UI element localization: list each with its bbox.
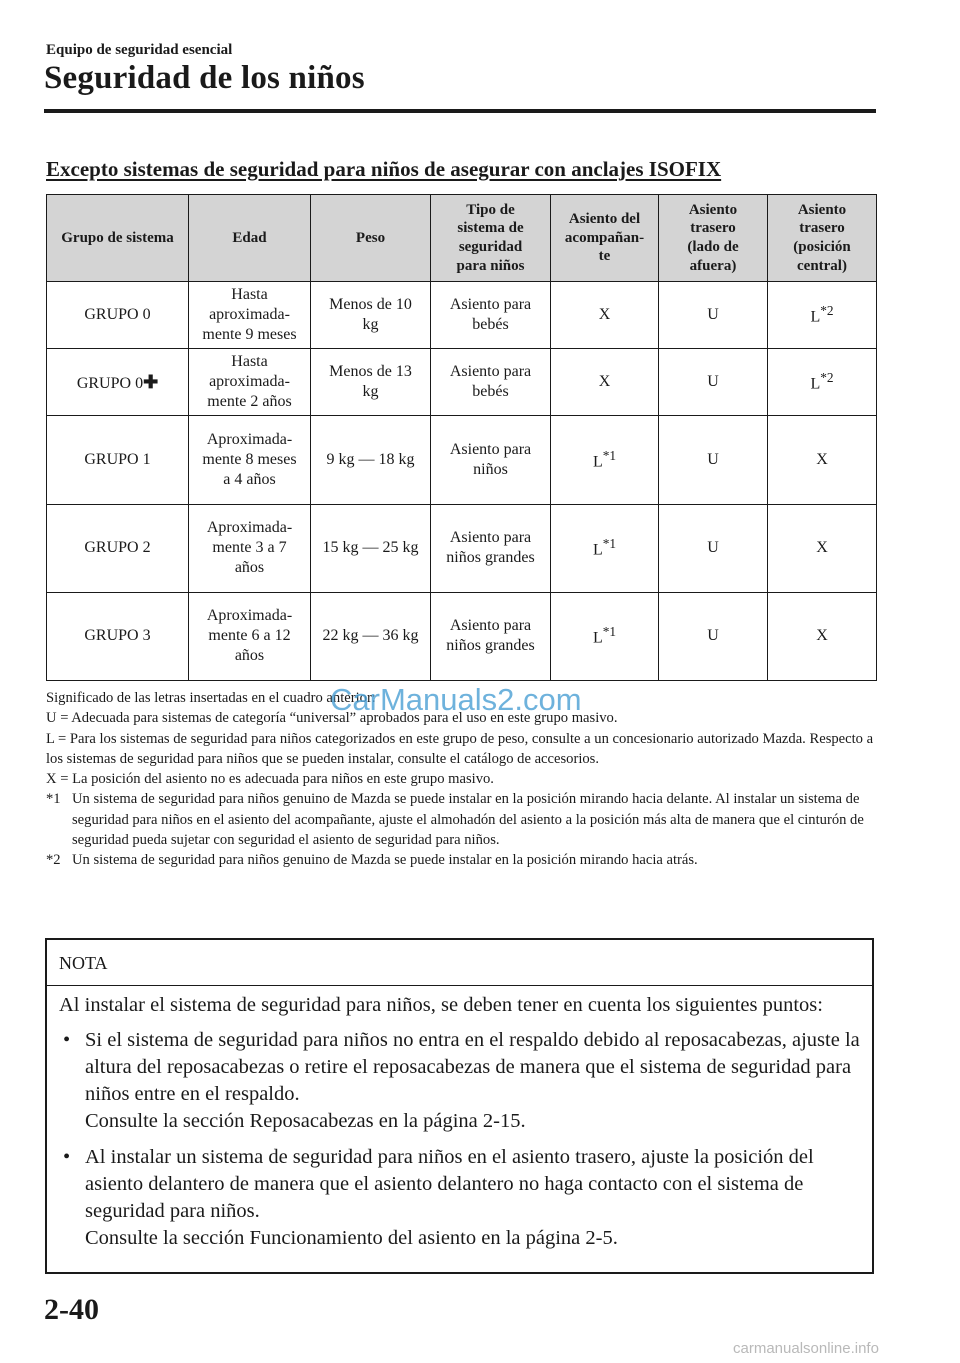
header-cell: Asiento del acompañan- te xyxy=(551,195,659,282)
rear-side-cell: U xyxy=(659,282,768,349)
nota-item-ref: Consulte la sección Funcionamiento del asiento en la página 2-5. xyxy=(85,1227,618,1249)
nota-box xyxy=(45,938,874,1274)
group-cell: GRUPO 0 xyxy=(47,282,189,349)
nota-body xyxy=(47,986,872,1252)
weight-cell: 15 kg ― 25 kg xyxy=(311,504,431,592)
legend-l: L = Para los sistemas de seguridad para niños categorizados en este grupo de peso, consulte a un concesionario autorizado Mazda. Respecto a los sistemas de seguridad para niños que se pueden instalar, consulte el catálogo de accesorios. xyxy=(46,730,874,767)
footnote-2 xyxy=(46,850,876,870)
watermark-text: CarManuals2.com xyxy=(330,682,582,717)
table-row xyxy=(47,349,877,416)
list-item xyxy=(59,1027,860,1135)
plus-icon: ✚ xyxy=(143,371,159,392)
legend-u: U = Adecuada para sistemas de categoría “universal” aprobados para el uso en este grupo masivo. xyxy=(46,710,618,727)
rear-side-cell: U xyxy=(659,592,768,680)
age-cell: Aproximada- mente 3 a 7 años xyxy=(189,504,311,592)
table-row xyxy=(47,282,877,349)
nota-intro: Al instalar el sistema de seguridad para niños, se deben tener en cuenta los siguientes puntos: xyxy=(59,994,823,1016)
front-seat-cell: $L^{*1}$ xyxy=(551,504,659,592)
table-heading: Excepto sistemas de seguridad para niños de asegurar con anclajes ISOFIX xyxy=(46,157,722,181)
header-cell: Tipo de sistema de seguridad para niños xyxy=(431,195,551,282)
footnote-1 xyxy=(46,789,876,850)
table-header-row xyxy=(47,195,877,282)
weight-cell: Menos de 13 kg xyxy=(311,349,431,416)
group-cell: GRUPO 2 xyxy=(47,504,189,592)
rear-side-cell: U xyxy=(659,504,768,592)
header-cell: Asiento trasero (posición central) xyxy=(768,195,877,282)
page-title: Seguridad de los niños xyxy=(44,60,365,96)
list-item xyxy=(59,1144,860,1252)
table-row xyxy=(47,592,877,680)
section-label: Equipo de seguridad esencial xyxy=(46,42,233,58)
front-seat-cell: $L^{*1}$ xyxy=(551,592,659,680)
header-cell: Peso xyxy=(311,195,431,282)
nota-item-text: Al instalar un sistema de seguridad para niños en el asiento trasero, ajuste la posición del asiento delantero de manera que el asiento delantero no haga contacto con el sistema de seguridad para niños. xyxy=(85,1146,814,1222)
group-cell: GRUPO 3 xyxy=(47,592,189,680)
header-cell: Edad xyxy=(189,195,311,282)
bullet-icon: • xyxy=(63,1146,71,1168)
rear-center-cell: X xyxy=(768,592,877,680)
rear-center-cell: $L^{*2}$ xyxy=(768,349,877,416)
nota-list xyxy=(59,1027,860,1252)
rear-center-cell: X xyxy=(768,504,877,592)
group-cell: GRUPO 1 xyxy=(47,416,189,504)
nota-item-ref: Consulte la sección Reposacabezas en la página 2-15. xyxy=(85,1110,526,1132)
type-cell: Asiento para niños xyxy=(431,416,551,504)
age-cell: Hasta aproximada- mente 9 meses xyxy=(189,282,311,349)
age-cell: Aproximada- mente 8 meses a 4 años xyxy=(189,416,311,504)
child-seat-table xyxy=(46,194,877,681)
group-cell: GRUPO 0✚ xyxy=(47,349,189,416)
rear-side-cell: U xyxy=(659,416,768,504)
page-number: 2-40 xyxy=(44,1293,99,1326)
title-divider xyxy=(44,109,876,113)
type-cell: Asiento para bebés xyxy=(431,349,551,416)
age-cell: Aproximada- mente 6 a 12 años xyxy=(189,592,311,680)
type-cell: Asiento para niños grandes xyxy=(431,504,551,592)
type-cell: Asiento para niños grandes xyxy=(431,592,551,680)
type-cell: Asiento para bebés xyxy=(431,282,551,349)
table-row xyxy=(47,416,877,504)
nota-title: NOTA xyxy=(47,940,872,986)
weight-cell: Menos de 10 kg xyxy=(311,282,431,349)
front-seat-cell: X xyxy=(551,282,659,349)
header-cell: Asiento trasero (lado de afuera) xyxy=(659,195,768,282)
nota-item-text: Si el sistema de seguridad para niños no entra en el respaldo debido al reposacabezas, ajuste la altura del reposacabezas o retire el reposacabezas de manera que el sistema de seguridad para niños entre en el respaldo. xyxy=(85,1029,860,1105)
legend-x: X = La posición del asiento no es adecuada para niños en este grupo masivo. xyxy=(46,771,494,788)
footnote-mark: *2 xyxy=(46,852,61,869)
rear-side-cell: U xyxy=(659,349,768,416)
age-cell: Hasta aproximada- mente 2 años xyxy=(189,349,311,416)
footnote-text: Un sistema de seguridad para niños genuino de Mazda se puede instalar en la posición mirando hacia delante. Al instalar un sistema de seguridad para niños en el asiento del acompañante, ajuste el almohadón del asiento a la posición más alta de manera que el cinturón de seguridad pueda sujetar con seguridad el asiento de seguridad para niños. xyxy=(72,791,864,849)
footnote-mark: *1 xyxy=(46,791,61,808)
header-cell: Grupo de sistema xyxy=(47,195,189,282)
legend-intro: Significado de las letras insertadas en el cuadro anterior: xyxy=(46,690,376,706)
rear-center-cell: $L^{*2}$ xyxy=(768,282,877,349)
footnote-text: Un sistema de seguridad para niños genuino de Mazda se puede instalar en la posición mirando hacia atrás. xyxy=(72,852,698,869)
front-seat-cell: X xyxy=(551,349,659,416)
front-seat-cell: $L^{*1}$ xyxy=(551,416,659,504)
weight-cell: 22 kg ― 36 kg xyxy=(311,592,431,680)
rear-center-cell: X xyxy=(768,416,877,504)
table-row xyxy=(47,504,877,592)
bullet-icon: • xyxy=(63,1029,71,1051)
weight-cell: 9 kg ― 18 kg xyxy=(311,416,431,504)
site-url: carmanualsonline.info xyxy=(733,1340,879,1357)
